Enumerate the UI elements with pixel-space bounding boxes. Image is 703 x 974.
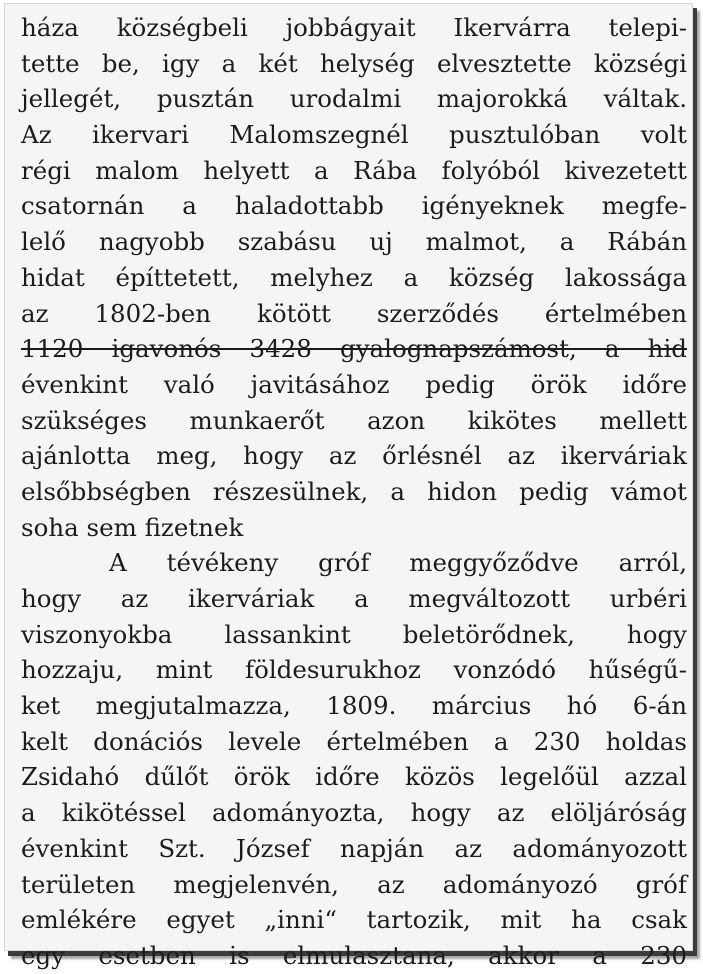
scanned-page — [4, 3, 693, 970]
text-line-1: háza községbeli jobbágyait Ikervárra telepi- — [21, 13, 687, 42]
text-line-6: csatornán a haladottabb igényeknek megfe- — [21, 191, 687, 221]
text-line-19: hozzaju, mint földesurukhoz vonzódó hűségű- — [21, 655, 687, 685]
text-line-25: területen megjelenvén, az adományozó gróf — [21, 869, 687, 899]
text-line-15: soha sem fizetnek — [21, 512, 244, 542]
document-text — [21, 10, 687, 974]
text-line-26: emlékére egyet „inni“ tartozik, mit ha csak — [21, 905, 687, 935]
text-line-16-paragraph-start: A tévékeny gróf meggyőződve arról, — [109, 548, 687, 578]
text-line-22: Zsidahó dűlőt örök időre közös legelőül azzal — [21, 762, 687, 792]
text-line-8: hidat építtetett, melyhez a község lakossága — [21, 262, 687, 292]
text-line-2: tette be, igy a két helység elvesztette községi — [21, 48, 687, 78]
text-line-23: a kikötéssel adományozta, hogy az elöljáróság — [21, 798, 687, 828]
text-line-18: viszonyokba lassankint beletörődnek, hogy — [21, 619, 687, 649]
text-line-11: évenkint való javitásához pedig örök időre — [21, 369, 687, 399]
text-line-21: kelt donációs levele értelmében a 230 holdas — [21, 726, 687, 756]
text-line-5: régi malom helyett a Rába folyóból kivezetett — [21, 155, 687, 185]
text-line-4: Az ikervari Malomszegnél pusztulóban volt — [21, 120, 687, 150]
text-line-9: az 1802-ben kötött szerződés értelmében — [21, 298, 687, 328]
text-line-14: elsőbbségben részesülnek, a hidon pedig vámot — [21, 476, 687, 506]
text-line-10-struck: 1120 igavonós 3428 gyalognapszámost, a hid — [21, 334, 687, 364]
text-line-13: ajánlotta meg, hogy az őrlésnél az ikerváriak — [21, 441, 687, 471]
text-line-12: szükséges munkaerőt azon kikötes mellett — [21, 405, 687, 435]
text-line-20: ket megjutalmazza, 1809. március hó 6-án — [21, 691, 687, 721]
text-line-3: jellegét, pusztán urodalmi majorokká váltak. — [21, 84, 687, 114]
text-line-27: egy esetben is elmulasztana, akkor a 230 — [21, 940, 687, 970]
text-line-17: hogy az ikerváriak a megváltozott urbéri — [21, 584, 687, 613]
text-line-24: évenkint Szt. József napján az adományozott — [21, 833, 687, 863]
text-line-7: lelő nagyobb szabásu uj malmot, a Rábán — [21, 227, 687, 257]
